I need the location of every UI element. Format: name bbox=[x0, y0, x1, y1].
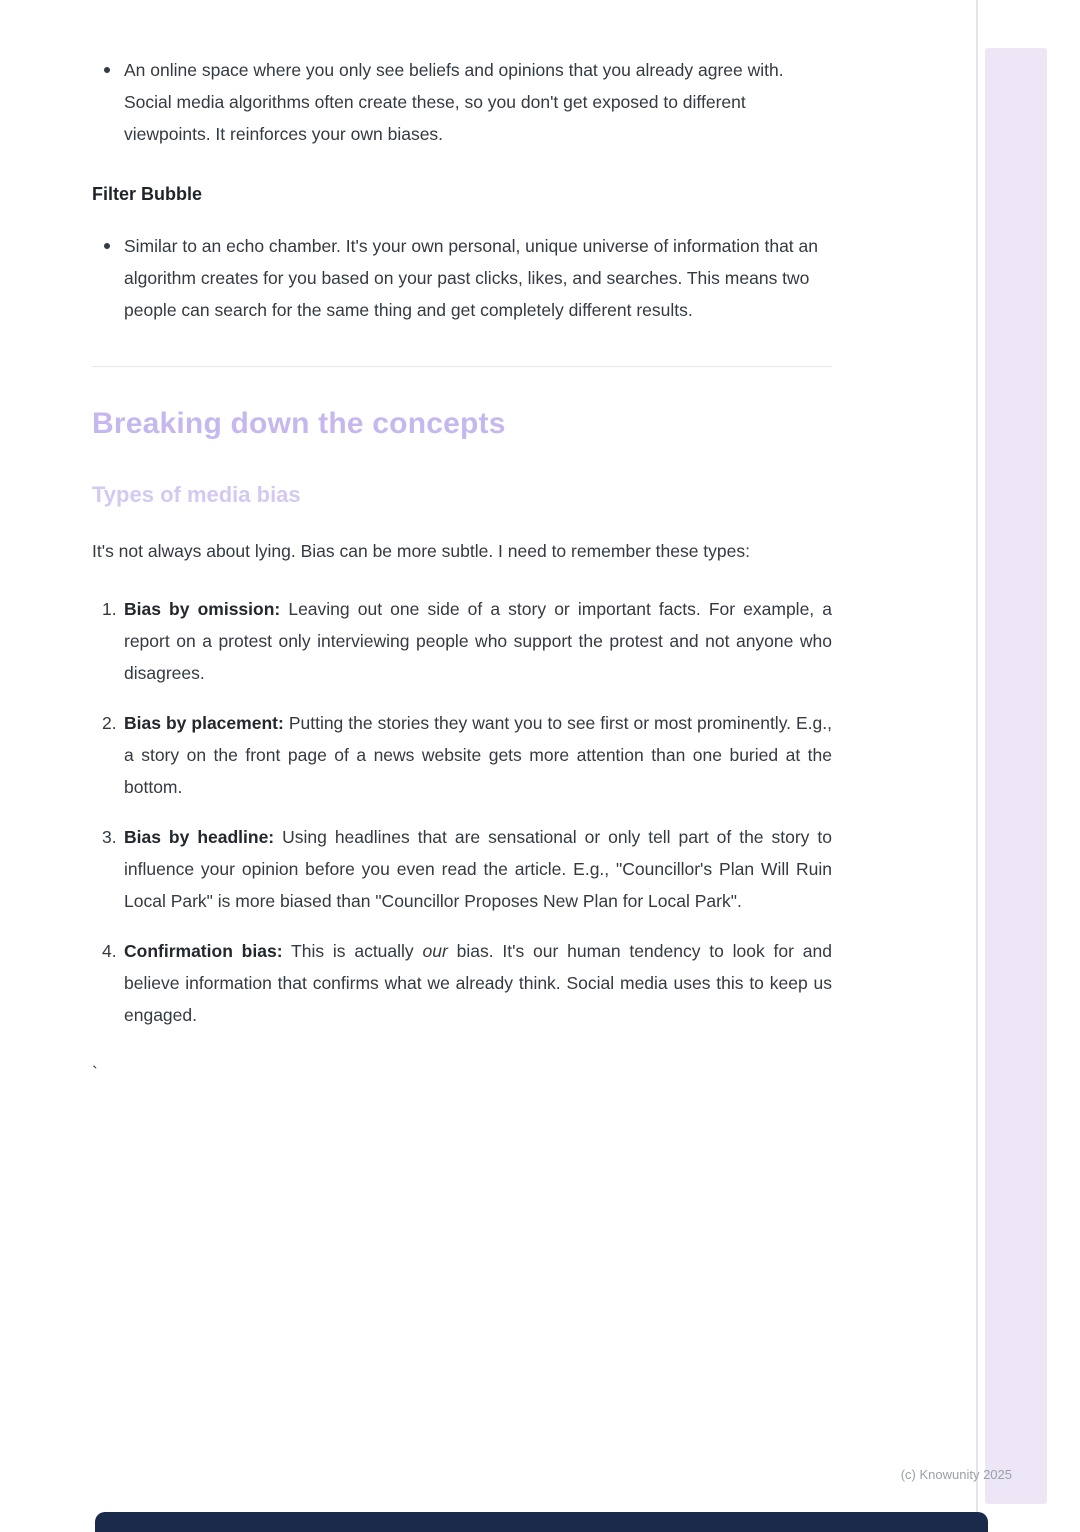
page-edge-line bbox=[976, 0, 978, 1528]
bullet-icon bbox=[92, 54, 124, 150]
list-number: 3. bbox=[102, 827, 117, 847]
subsection-heading: Types of media bias bbox=[92, 482, 301, 507]
echo-chamber-definition: An online space where you only see beliefs and opinions that you already agree with. Social media algorithms often create these, so you don't get exposed to different viewpoints. It reinforces your own biases. bbox=[124, 60, 784, 144]
bias-description: Using headlines that are sensational or only tell part of the story to influence your opinion before you even read the article. E.g., "Councillor's Plan Will Ruin Local Park" is more biased than "Councillor Proposes New Plan for Local Park". bbox=[124, 827, 832, 911]
footer-credit: (c) Knowunity 2025 bbox=[900, 1467, 1012, 1482]
bias-description-italic: our bbox=[422, 941, 448, 961]
list-number: 1. bbox=[102, 599, 117, 619]
section-heading: Breaking down the concepts bbox=[92, 407, 506, 440]
bias-label: Bias by headline: bbox=[124, 827, 275, 847]
bias-label: Bias by placement: bbox=[124, 713, 284, 733]
list-item-bias-omission bbox=[92, 593, 832, 689]
list-item-bias-placement bbox=[92, 707, 832, 803]
next-page-top-bar bbox=[95, 1512, 988, 1532]
intro-paragraph: It's not always about lying. Bias can be more subtle. I need to remember these types: bbox=[92, 541, 750, 561]
stray-character: ` bbox=[92, 1063, 98, 1083]
bias-types-list bbox=[92, 593, 832, 1031]
list-item-confirmation-bias bbox=[92, 935, 832, 1031]
bias-description-post: bias. It's our human tendency to look for and believe information that confirms what we already think. Social media uses this to keep us engaged. bbox=[124, 941, 832, 1025]
page-content bbox=[92, 0, 832, 1089]
bullet-icon bbox=[92, 230, 124, 326]
bias-item-text bbox=[124, 707, 832, 803]
bias-label: Confirmation bias: bbox=[124, 941, 283, 961]
bias-item-text bbox=[124, 593, 832, 689]
bias-description: Leaving out one side of a story or important facts. For example, a report on a protest only interviewing people who support the protest and not anyone who disagrees. bbox=[124, 599, 832, 683]
bias-label: Bias by omission: bbox=[124, 599, 281, 619]
bias-description: Putting the stories they want you to see first or most prominently. E.g., a story on the front page of a news website gets more attention than one buried at the bottom. bbox=[124, 713, 832, 797]
filter-bubble-heading: Filter Bubble bbox=[92, 184, 203, 204]
filter-bubble-definition: Similar to an echo chamber. It's your own personal, unique universe of information that an algorithm creates for you based on your past clicks, likes, and searches. This means two people can search for the same thing and get completely different results. bbox=[124, 236, 819, 320]
bias-item-text bbox=[124, 935, 832, 1031]
side-panel-strip bbox=[985, 48, 1047, 1504]
bias-item-text bbox=[124, 821, 832, 917]
list-number: 2. bbox=[102, 713, 117, 733]
bias-description-pre: This is actually bbox=[291, 941, 414, 961]
section-divider bbox=[92, 366, 832, 367]
list-item bbox=[92, 230, 832, 326]
bullet-dot-icon bbox=[104, 67, 110, 73]
list-number: 4. bbox=[102, 941, 117, 961]
list-item bbox=[92, 54, 832, 150]
list-item-bias-headline bbox=[92, 821, 832, 917]
bullet-dot-icon bbox=[104, 243, 110, 249]
